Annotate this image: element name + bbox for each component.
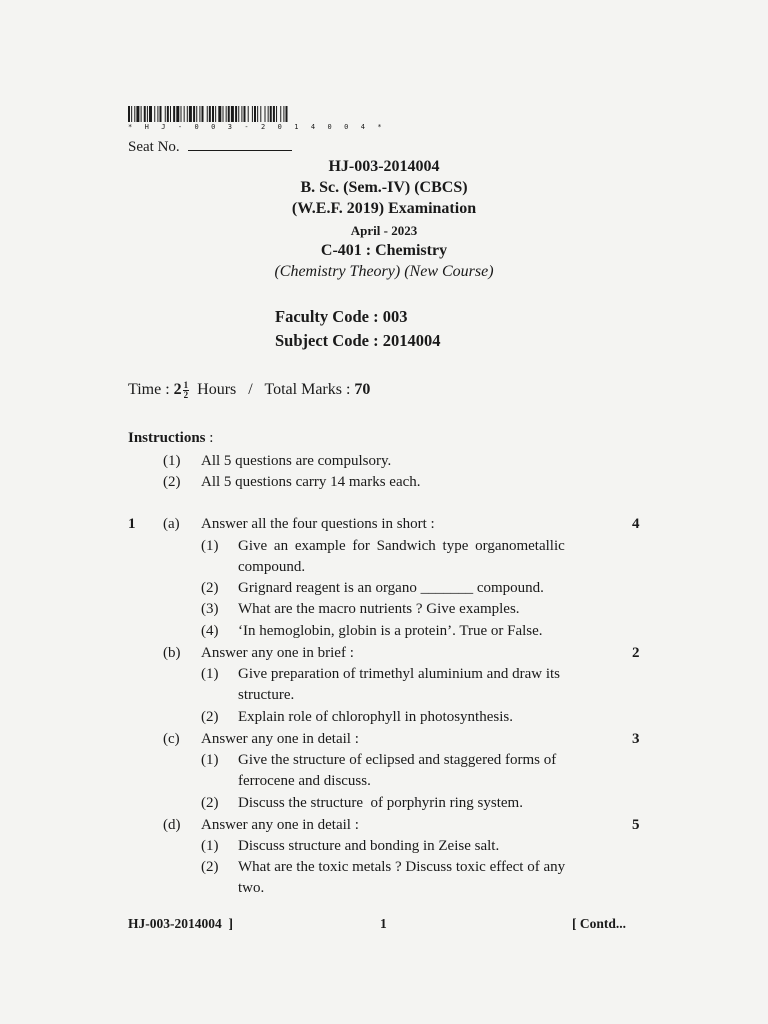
time-marks-line: [128, 381, 370, 400]
footer-paper-code: HJ-003-2014004 ]: [128, 916, 233, 931]
part-c-label: (c): [163, 731, 180, 747]
instruction-2-num: (2): [163, 474, 181, 490]
part-a-item-4-line-1: ‘In hemoglobin, globin is a protein’. True or False.: [238, 623, 543, 639]
part-a-text: Answer all the four questions in short :: [201, 516, 435, 532]
question-number: 1: [128, 516, 136, 532]
instructions-heading: Instructions :: [128, 430, 214, 446]
footer-page-number: 1: [380, 916, 387, 931]
part-d-item-2-line-1: What are the toxic metals ? Discuss toxic effect of any: [238, 859, 566, 875]
part-a-item-1-line-1: Give an example for Sandwich type organometallic: [238, 538, 565, 554]
part-a-item-2-num: (2): [201, 580, 219, 596]
part-a-item-4-num: (4): [201, 623, 219, 639]
part-d-marks: 5: [632, 817, 640, 833]
time-hours: Hours: [197, 381, 237, 399]
part-d-label: (d): [163, 817, 181, 833]
part-d-item-2-line-2: two.: [238, 880, 265, 896]
part-d-item-1-num: (1): [201, 838, 219, 854]
instruction-2-text: All 5 questions carry 14 marks each.: [201, 474, 421, 490]
program-title: B. Sc. (Sem.-IV) (CBCS): [300, 179, 468, 196]
time-label: Time :: [128, 381, 170, 399]
instruction-1-num: (1): [163, 453, 181, 469]
part-c-item-1-line-2: ferrocene and discuss.: [238, 773, 371, 789]
part-b-item-2-num: (2): [201, 709, 219, 725]
part-b-item-1-num: (1): [201, 666, 219, 682]
total-marks-value: 70: [354, 381, 371, 399]
barcode: [128, 106, 390, 122]
part-c-text: Answer any one in detail :: [201, 731, 359, 747]
total-marks-label: Total Marks :: [264, 381, 351, 399]
course-title: C-401 : Chemistry: [320, 242, 448, 259]
part-c-item-2-num: (2): [201, 795, 219, 811]
part-d-text: Answer any one in detail :: [201, 817, 359, 833]
faculty-code: Faculty Code : 003: [275, 307, 408, 326]
time-separator: /: [248, 381, 253, 399]
part-a-label: (a): [163, 516, 180, 532]
part-c-item-1-num: (1): [201, 752, 219, 768]
part-c-item-2-line-1: Discuss the structure of porphyrin ring system.: [238, 795, 523, 811]
seat-label: Seat No.: [128, 139, 180, 155]
part-d-item-2-num: (2): [201, 859, 219, 875]
part-a-item-3-num: (3): [201, 601, 219, 617]
barcode-text: * H J - 0 0 3 - 2 0 1 4 0 0 4 *: [128, 123, 386, 131]
part-c-item-1-line-1: Give the structure of eclipsed and staggered forms of: [238, 752, 557, 768]
part-b-item-1-line-2: structure.: [238, 687, 295, 703]
instruction-1-text: All 5 questions are compulsory.: [201, 453, 392, 469]
time-fraction: $\frac{1}{2}$: [183, 380, 189, 400]
subject-code: Subject Code : 2014004: [275, 331, 441, 350]
time-whole: 2: [173, 381, 182, 399]
part-a-item-3-line-1: What are the macro nutrients ? Give examples.: [238, 601, 520, 617]
part-b-item-1-line-1: Give preparation of trimethyl aluminium and draw its: [238, 666, 561, 682]
part-b-item-2-line-1: Explain role of chlorophyll in photosynthesis.: [238, 709, 513, 725]
part-b-marks: 2: [632, 645, 640, 661]
session: April - 2023: [350, 223, 418, 238]
part-a-marks: 4: [632, 516, 640, 532]
seat-number-field: [128, 138, 292, 156]
footer-continued: [ Contd...: [572, 916, 627, 931]
part-a-item-1-line-2: compound.: [238, 559, 306, 575]
part-b-label: (b): [163, 645, 181, 661]
course-subtitle: (Chemistry Theory) (New Course): [274, 263, 494, 280]
part-d-item-1-line-1: Discuss structure and bonding in Zeise salt.: [238, 838, 500, 854]
seat-blank-line: [188, 138, 292, 151]
paper-code: HJ-003-2014004: [328, 158, 440, 175]
part-b-text: Answer any one in brief :: [201, 645, 354, 661]
examination-title: (W.E.F. 2019) Examination: [291, 200, 477, 217]
part-c-marks: 3: [632, 731, 640, 747]
part-a-item-2-line-1: Grignard reagent is an organo _______ compound.: [238, 580, 544, 596]
part-a-item-1-num: (1): [201, 538, 219, 554]
